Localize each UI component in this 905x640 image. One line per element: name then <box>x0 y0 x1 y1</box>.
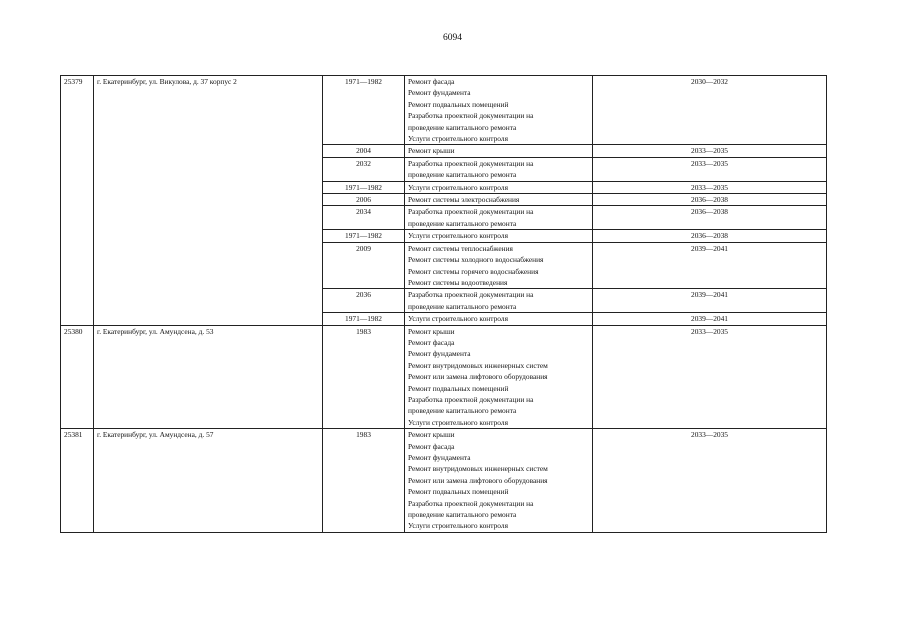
work-type-cell <box>405 230 593 242</box>
work-item: Ремонт фундамента <box>408 88 471 98</box>
work-type-cell <box>405 157 593 181</box>
work-item: Ремонт системы теплоснабжения <box>408 243 513 253</box>
address-cell: г. Екатеринбург, ул. Амундсена, д. 53 <box>94 325 323 429</box>
work-item: Разработка проектной документации на <box>408 498 534 508</box>
work-item: Услуги строительного контроля <box>408 134 508 144</box>
work-item: Ремонт крыши <box>408 146 455 156</box>
year-cell: 2034 <box>323 206 405 230</box>
work-item: Ремонт подвальных помещений <box>408 99 509 109</box>
work-item: Ремонт системы электроснабжения <box>408 195 520 205</box>
year-cell: 1971—1982 <box>323 230 405 242</box>
year-cell: 1971—1982 <box>323 181 405 193</box>
year-cell: 1983 <box>323 429 405 533</box>
work-item: Разработка проектной документации на <box>408 158 534 168</box>
work-item: Услуги строительного контроля <box>408 417 508 427</box>
year-cell: 1971—1982 <box>323 313 405 325</box>
address-cell: г. Екатеринбург, ул. Амундсена, д. 57 <box>94 429 323 533</box>
address-cell: г. Екатеринбург, ул. Викулова, д. 37 корпус 2 <box>94 76 323 326</box>
repair-schedule-table <box>60 75 827 533</box>
planned-period-cell: 2039—2041 <box>593 242 827 289</box>
work-type-cell <box>405 194 593 206</box>
work-item: проведение капитального ремонта <box>408 170 517 180</box>
work-type-cell <box>405 289 593 313</box>
planned-period-cell: 2030—2032 <box>593 76 827 145</box>
planned-period-cell: 2036—2038 <box>593 206 827 230</box>
work-type-cell <box>405 206 593 230</box>
work-item: проведение капитального ремонта <box>408 122 517 132</box>
work-item: Услуги строительного контроля <box>408 182 508 192</box>
work-type-cell <box>405 313 593 325</box>
work-item: Ремонт крыши <box>408 430 455 440</box>
work-item: Ремонт внутридомовых инженерных систем <box>408 360 548 370</box>
work-type-cell <box>405 242 593 289</box>
work-item: Разработка проектной документации на <box>408 394 534 404</box>
work-item: Ремонт фасада <box>408 77 455 86</box>
work-item: Ремонт фундамента <box>408 349 471 359</box>
year-cell: 2009 <box>323 242 405 289</box>
work-item: Ремонт фасада <box>408 337 455 347</box>
planned-period-cell: 2033—2035 <box>593 429 827 533</box>
planned-period-cell: 2033—2035 <box>593 157 827 181</box>
work-item: Услуги строительного контроля <box>408 521 508 531</box>
work-item: Ремонт системы водоотведения <box>408 277 508 287</box>
table-row <box>61 429 827 533</box>
work-item: проведение капитального ремонта <box>408 301 517 311</box>
work-item: проведение капитального ремонта <box>408 218 517 228</box>
registry-number-cell: 25379 <box>61 76 94 326</box>
work-item: Услуги строительного контроля <box>408 314 508 324</box>
work-item: Ремонт системы горячего водоснабжения <box>408 266 539 276</box>
page-number: 6094 <box>443 33 462 43</box>
work-item: Ремонт подвальных помещений <box>408 383 509 393</box>
year-cell: 2036 <box>323 289 405 313</box>
year-cell: 2006 <box>323 194 405 206</box>
planned-period-cell: 2039—2041 <box>593 313 827 325</box>
planned-period-cell: 2036—2038 <box>593 230 827 242</box>
planned-period-cell: 2033—2035 <box>593 325 827 429</box>
registry-number-cell: 25381 <box>61 429 94 533</box>
year-cell: 2004 <box>323 145 405 157</box>
planned-period-cell: 2033—2035 <box>593 145 827 157</box>
work-type-cell <box>405 145 593 157</box>
planned-period-cell: 2033—2035 <box>593 181 827 193</box>
work-type-cell <box>405 429 593 533</box>
table-row <box>61 76 827 145</box>
registry-number-cell: 25380 <box>61 325 94 429</box>
work-item: Разработка проектной документации на <box>408 111 534 121</box>
work-type-cell <box>405 76 593 145</box>
year-cell: 2032 <box>323 157 405 181</box>
work-item: Ремонт системы холодного водоснабжения <box>408 255 544 265</box>
table-row <box>61 325 827 429</box>
work-item: проведение капитального ремонта <box>408 510 517 520</box>
work-item: Услуги строительного контроля <box>408 231 508 241</box>
planned-period-cell: 2036—2038 <box>593 194 827 206</box>
work-item: Ремонт фасада <box>408 441 455 451</box>
work-item: Ремонт или замена лифтового оборудования <box>408 372 548 382</box>
work-item: Разработка проектной документации на <box>408 290 534 300</box>
work-item: Ремонт крыши <box>408 326 455 336</box>
work-item: проведение капитального ремонта <box>408 406 517 416</box>
year-cell: 1983 <box>323 325 405 429</box>
work-type-cell <box>405 181 593 193</box>
work-type-cell <box>405 325 593 429</box>
work-item: Разработка проектной документации на <box>408 207 534 217</box>
planned-period-cell: 2039—2041 <box>593 289 827 313</box>
work-item: Ремонт фундамента <box>408 453 471 462</box>
year-cell: 1971—1982 <box>323 76 405 145</box>
work-item: Ремонт подвальных помещений <box>408 487 509 497</box>
work-item: Ремонт внутридомовых инженерных систем <box>408 464 548 474</box>
work-item: Ремонт или замена лифтового оборудования <box>408 475 548 485</box>
